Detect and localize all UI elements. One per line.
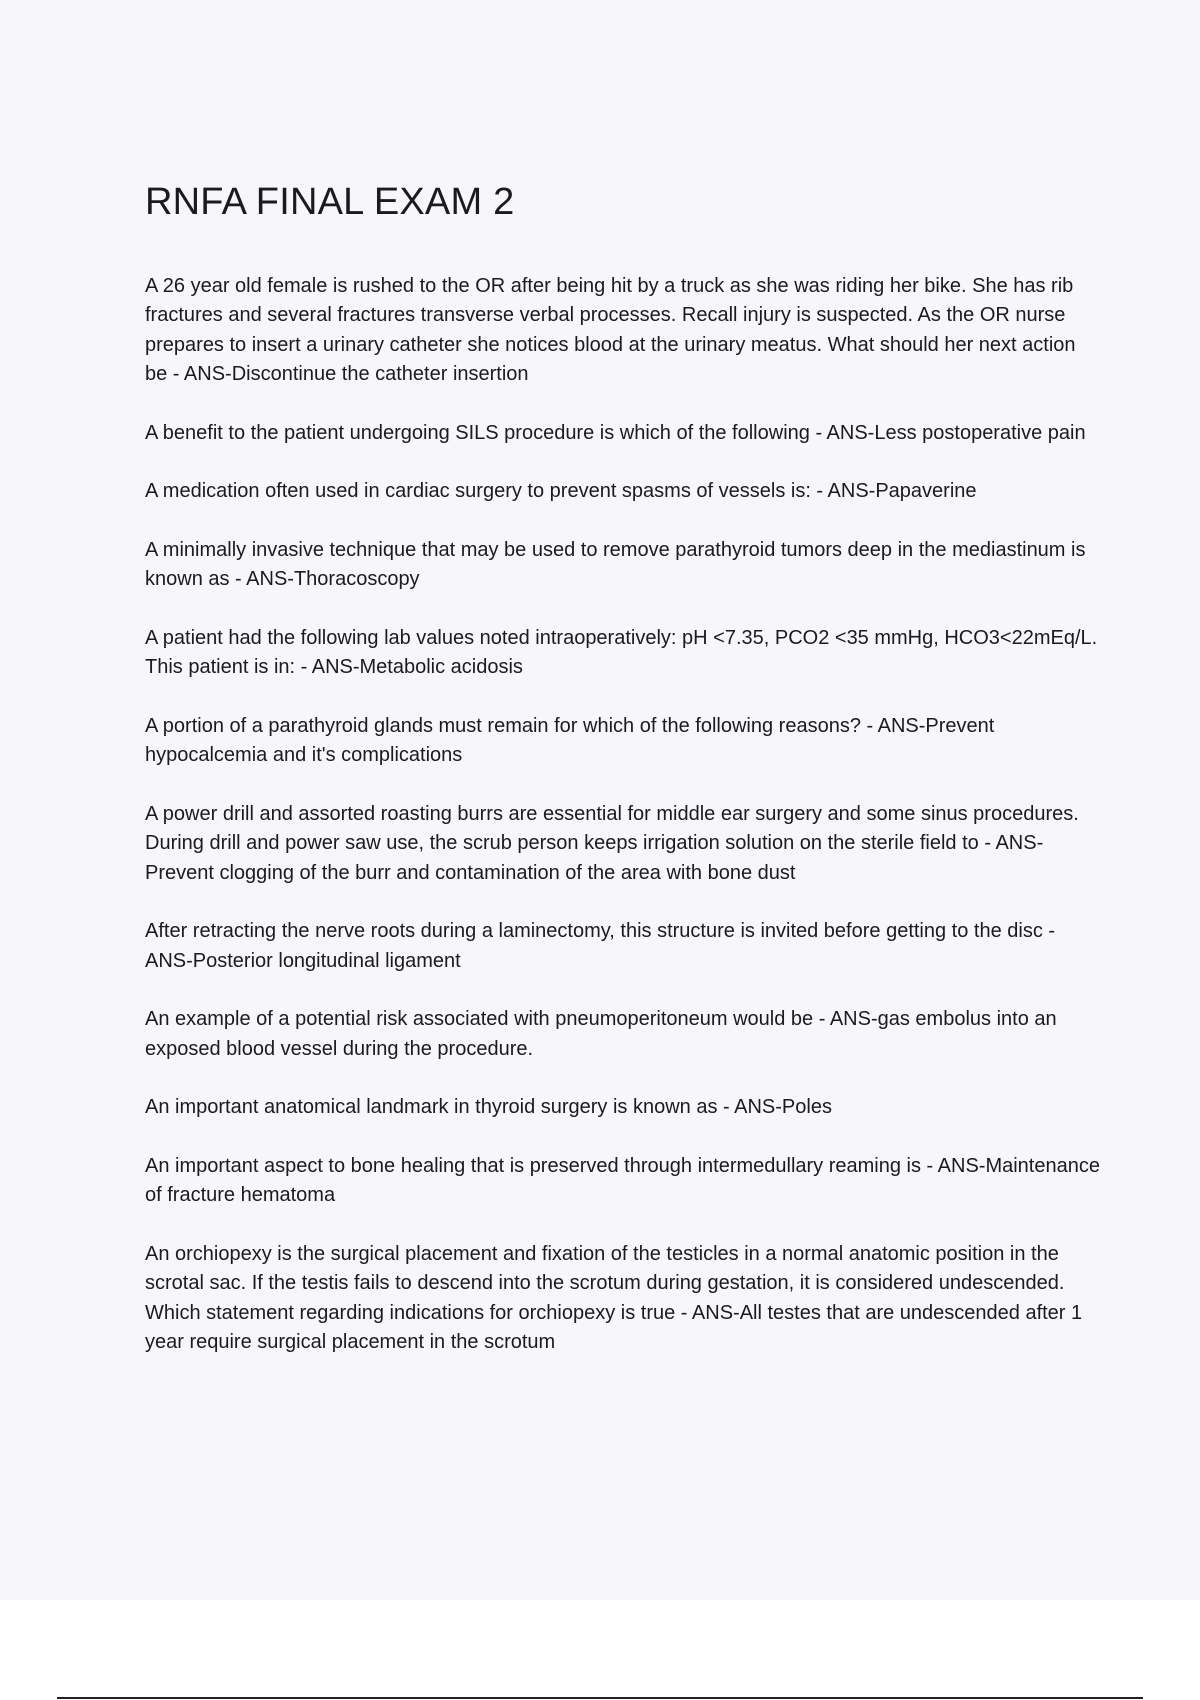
qa-entry: An important anatomical landmark in thyroid surgery is known as - ANS-Poles [145,1096,832,1119]
qa-entry: An important aspect to bone healing that is preserved through intermedullary reaming is - ANS-Maintenance of fracture hematoma [145,1154,1100,1207]
document-content [145,180,1100,1387]
qa-entry: A portion of a parathyroid glands must remain for which of the following reasons? - ANS-Prevent hypocalcemia and it's complications [145,714,995,767]
qa-entry: A 26 year old female is rushed to the OR after being hit by a truck as she was riding her bike. She has rib fractures and several fractures transverse verbal processes. Recall injury is suspected. As the OR nurse prepares to insert a urinary catheter she notices blood at the urinary meatus. What should her next action be - ANS-Discontinue the catheter insertion [145,274,1076,386]
qa-entry: A patient had the following lab values noted intraoperatively: pH <7.35, PCO2 <35 mmHg, HCO3<22mEq/L. This patient is in: - ANS-Metabolic acidosis [145,626,1098,679]
qa-entry: After retracting the nerve roots during a laminectomy, this structure is invited before getting to the disc - ANS-Posterior longitudinal ligament [145,920,1056,972]
qa-entry: A power drill and assorted roasting burrs are essential for middle ear surgery and some sinus procedures. During drill and power saw use, the scrub person keeps irrigation solution on the sterile field to - ANS-Prevent clogging of the burr and contamination of the area with bone dust [145,802,1079,884]
qa-entry: A benefit to the patient undergoing SILS procedure is which of the following - ANS-Less postoperative pain [145,421,1086,444]
footer-divider [57,1697,1143,1699]
qa-entry: A minimally invasive technique that may be used to remove parathyroid tumors deep in the mediastinum is known as - ANS-Thoracoscopy [145,538,1086,591]
qa-entry: A medication often used in cardiac surgery to prevent spasms of vessels is: - ANS-Papaverine [145,480,977,503]
qa-entry: An example of a potential risk associated with pneumoperitoneum would be - ANS-gas embolus into an exposed blood vessel during the procedure. [145,1008,1057,1060]
qa-entry: An orchiopexy is the surgical placement and fixation of the testicles in a normal anatomic position in the scrotal sac. If the testis fails to descend into the scrotum during gestation, it is considered undescended. Which statement regarding indications for orchiopexy is true - ANS-All testes that are undescended after 1 year require surgical placement in the scrotum [145,1242,1083,1354]
document-title: RNFA FINAL EXAM 2 [145,181,515,223]
